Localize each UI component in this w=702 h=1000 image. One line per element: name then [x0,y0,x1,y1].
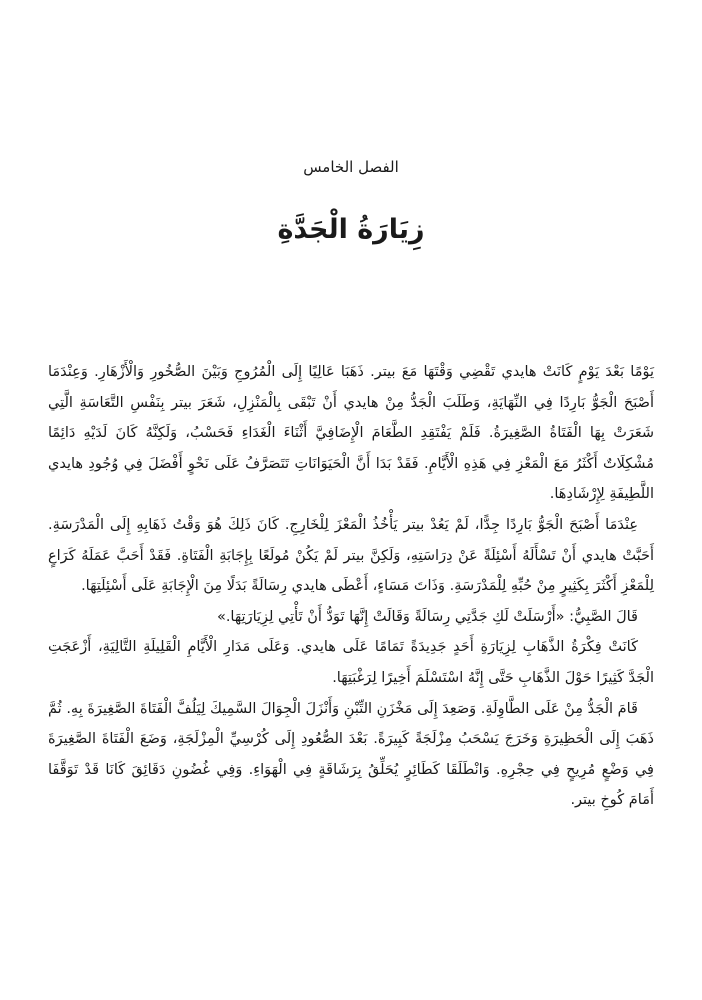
paragraph-4: كَانَتْ فِكْرَةُ الذَّهَابِ لِزِيَارَةِ أَحَدٍ جَدِيدَةً تَمَامًا عَلَى هايدي. وَعَلَى مَدَارِ الْأَيَّامِ الْقَلِيلَةِ التَّالِيَةِ، أَزْعَجَتِ الْجَدَّ كَثِيرًا حَوْلَ الذَّهَابِ حَتَّى إِنَّهُ اسْتَسْلَمَ أَخِيرًا لِرَغْبَتِهَا. [48,639,654,686]
chapter-label: الفصل الخامس [303,158,399,176]
paragraph-5: قَامَ الْجَدُّ مِنْ عَلَى الطَّاوِلَةِ. وَصَعِدَ إِلَى مَخْزَنِ التِّبْنِ وَأَنْزَلَ الْجِوَالَ السَّمِيكَ لِيَلُفَّ الْفَتَاةَ الصَّغِيرَةَ بِهِ. ثُمَّ ذَهَبَ إِلَى الْحَظِيرَةِ وَخَرَجَ يَسْحَبُ مِزْلَجَةً كَبِيرَةً. بَعْدَ الصُّعُودِ إِلَى كُرْسِيِّ الْمِزْلَجَةِ، وَضَعَ الْفَتَاةَ الصَّغِيرَةَ فِي وَضْعٍ مُرِيحٍ فِي حِجْرِهِ. وَانْطَلَقَا كَطَائِرٍ يُحَلِّقُ بِرَشَاقَةٍ فِي الْهَوَاءِ. وَفِي غُضُونِ دَقَائِقَ كَانَا قَدْ تَوَقَّفَا أَمَامَ كُوخِ بيتر. [48,700,654,809]
paragraph-1: يَوْمًا بَعْدَ يَوْمٍ كَانَتْ هايدي تَقْضِي وَقْتَهَا مَعَ بيتر. ذَهَبَا عَالِيًا إِلَى الْمُرُوجِ وَبَيْنَ الصُّخُورِ وَالْأَزْهَارِ. وَعِنْدَمَا أَصْبَحَ الْجَوُّ بَارِدًا فِي النِّهَايَةِ، وَطَلَبَ الْجَدُّ مِنْ هايدي أَنْ تَبْقَى بِالْمَنْزِلِ، شَعَرَ بيتر بِنَفْسِ التَّعَاسَةِ الَّتِي شَعَرَتْ بِهَا الْفَتَاةُ الصَّغِيرَةُ. فَلَمْ يَفْتَقِدِ الطَّعَامَ الْإِضَافِيَّ أَثْنَاءَ الْغَدَاءِ فَحَسْبُ، وَلَكِنَّهُ كَانَ لَدَيْهِ دَائِمًا مُشْكِلَاتٌ أَكْثَرُ مَعَ الْمَعْزِ فِي هَذِهِ الْأَيَّامِ. فَقَدْ بَدَا أَنَّ الْحَيَوَانَاتِ تَتَصَرَّفُ عَلَى نَحْوٍ أَفْضَلَ فِي وُجُودِ هايدي اللَّطِيفَةِ لِإِرْشَادِهَا. [48,364,654,503]
chapter-title: زِيَارَةُ الْجَدَّةِ [277,214,425,245]
chapter-body [48,357,654,816]
paragraph-2: عِنْدَمَا أَصْبَحَ الْجَوُّ بَارِدًا جِدًّا، لَمْ يَعُدْ بيتر يَأْخُذُ الْمَعْزَ لِلْخَارِجِ. كَانَ ذَلِكَ هُوَ وَقْتُ ذَهَابِهِ إِلَى الْمَدْرَسَةِ. أَحَبَّتْ هايدي أَنْ تَسْأَلَهُ أَسْئِلَةً عَنْ دِرَاسَتِهِ، وَلَكِنَّ بيتر لَمْ يَكُنْ مُولَعًا بِإِجَابَةِ الْفَتَاةِ. فَقَدْ أَحَبَّ عَمَلَهُ كَرَاعٍ لِلْمَعْزِ أَكْثَرَ بِكَثِيرٍ مِنْ حُبِّهِ لِلْمَدْرَسَةِ. وَذَاتَ مَسَاءٍ، أَعْطَى هايدي رِسَالَةً بَدَلًا مِنَ الْإِجَابَةِ عَلَى أَسْئِلَتِهَا. [48,516,654,595]
paragraph-3: قَالَ الصَّبِيُّ: «أَرْسَلَتْ لَكِ جَدَّتِي رِسَالَةً وَقَالَتْ إِنَّهَا تَوَدُّ أَنْ تَأْتِي لِزِيَارَتِهَا.» [216,608,638,625]
